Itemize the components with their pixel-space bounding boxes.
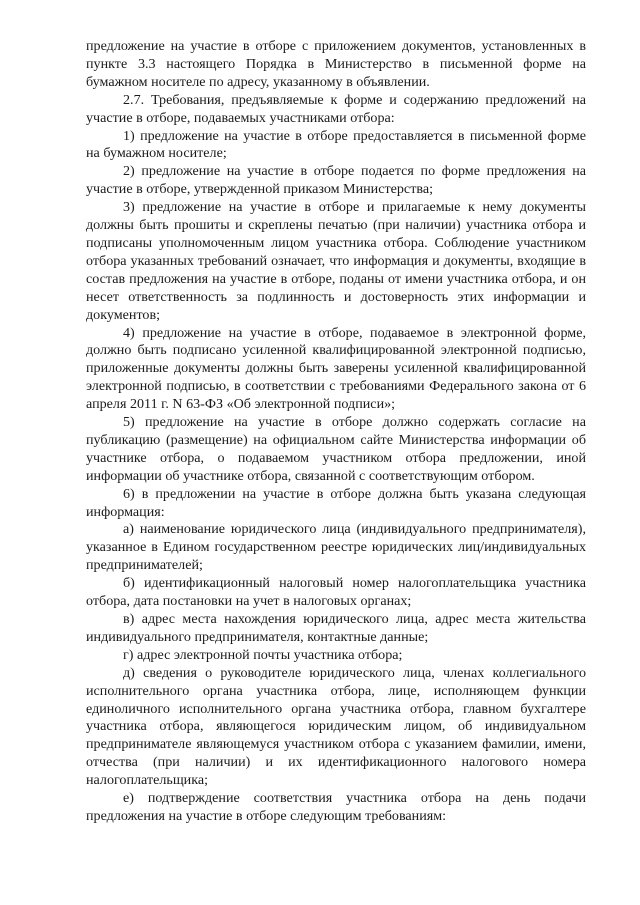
paragraph-subitem-e: е) подтверждение соответствия участника отбора на день подачи предложения на участие в отборе следующим требованиям:	[86, 790, 586, 824]
paragraph-item-2: 2) предложение на участие в отборе подается по форме предложения на участие в отборе, утвержденной приказом Министерства;	[86, 163, 586, 198]
paragraph-2-7-heading: 2.7. Требования, предъявляемые к форме и содержанию предложений на участие в отборе, подаваемых участниками отбора:	[86, 91, 586, 126]
paragraph-subitem-d: д) сведения о руководителе юридического лица, членах коллегиального исполнительного органа участника отбора, лице, исполняющем функции единоличного исполнительного органа участника отбора, главном бухгалтере участника отбора, являющегося юридическим лицом, об индивидуальном предпринимателе являющемуся участником отбора с указанием фамилии, имени, отчества (при наличии) и их идентификационного налогового номера налогоплательщика;	[86, 664, 586, 789]
paragraph-item-6: 6) в предложении на участие в отборе должна быть указана следующая информация:	[86, 485, 586, 520]
paragraph-subitem-a: а) наименование юридического лица (индивидуального предпринимателя), указанное в Едином государственном реестре юридических лиц/индивидуальных предпринимателей;	[86, 521, 586, 574]
paragraph-subitem-b: б) идентификационный налоговый номер налогоплательщика участника отбора, дата постановки на учет в налоговых органах;	[86, 575, 586, 610]
paragraph-continuation: предложение на участие в отборе с приложением документов, установленных в пункте 3.3 настоящего Порядка в Министерство в письменной форме на бумажном носителе по адресу, указанному в объявлении.	[86, 38, 586, 90]
paragraph-item-1: 1) предложение на участие в отборе предоставляется в письменной форме на бумажном носителе;	[86, 127, 586, 162]
paragraph-subitem-v: в) адрес места нахождения юридического лица, адрес места жительства индивидуального предпринимателя, контактные данные;	[86, 611, 586, 645]
paragraph-item-3: 3) предложение на участие в отборе и прилагаемые к нему документы должны быть прошиты и скреплены печатью (при наличии) участника отбора и подписаны уполномоченным лицом участника отбора. Соблюдение участником отбора указанных требований означает, что информация и документы, входящие в состав предложения на участие в отборе, поданы от имени участника отбора, и он несет ответственность за подлинность и достоверность этих информации и документов;	[86, 199, 586, 323]
paragraph-item-4: 4) предложение на участие в отборе, подаваемое в электронной форме, должно быть подписано усиленной квалифицированной электронной подписью, приложенные документы должны быть заверены усиленной квалифицированной электронной подписью, в соответствии с требованиями Федерального закона от 6 апреля 2011 г. N 63-ФЗ «Об электронной подписи»;	[86, 324, 586, 413]
paragraph-subitem-g: г) адрес электронной почты участника отбора;	[123, 646, 403, 663]
paragraph-item-5: 5) предложение на участие в отборе должно содержать согласие на публикацию (размещение) на официальном сайте Министерства информации об участнике отбора, о подаваемом участником отбора предложении, иной информации об участнике отбора, связанной с соответствующим отбором.	[86, 414, 586, 484]
